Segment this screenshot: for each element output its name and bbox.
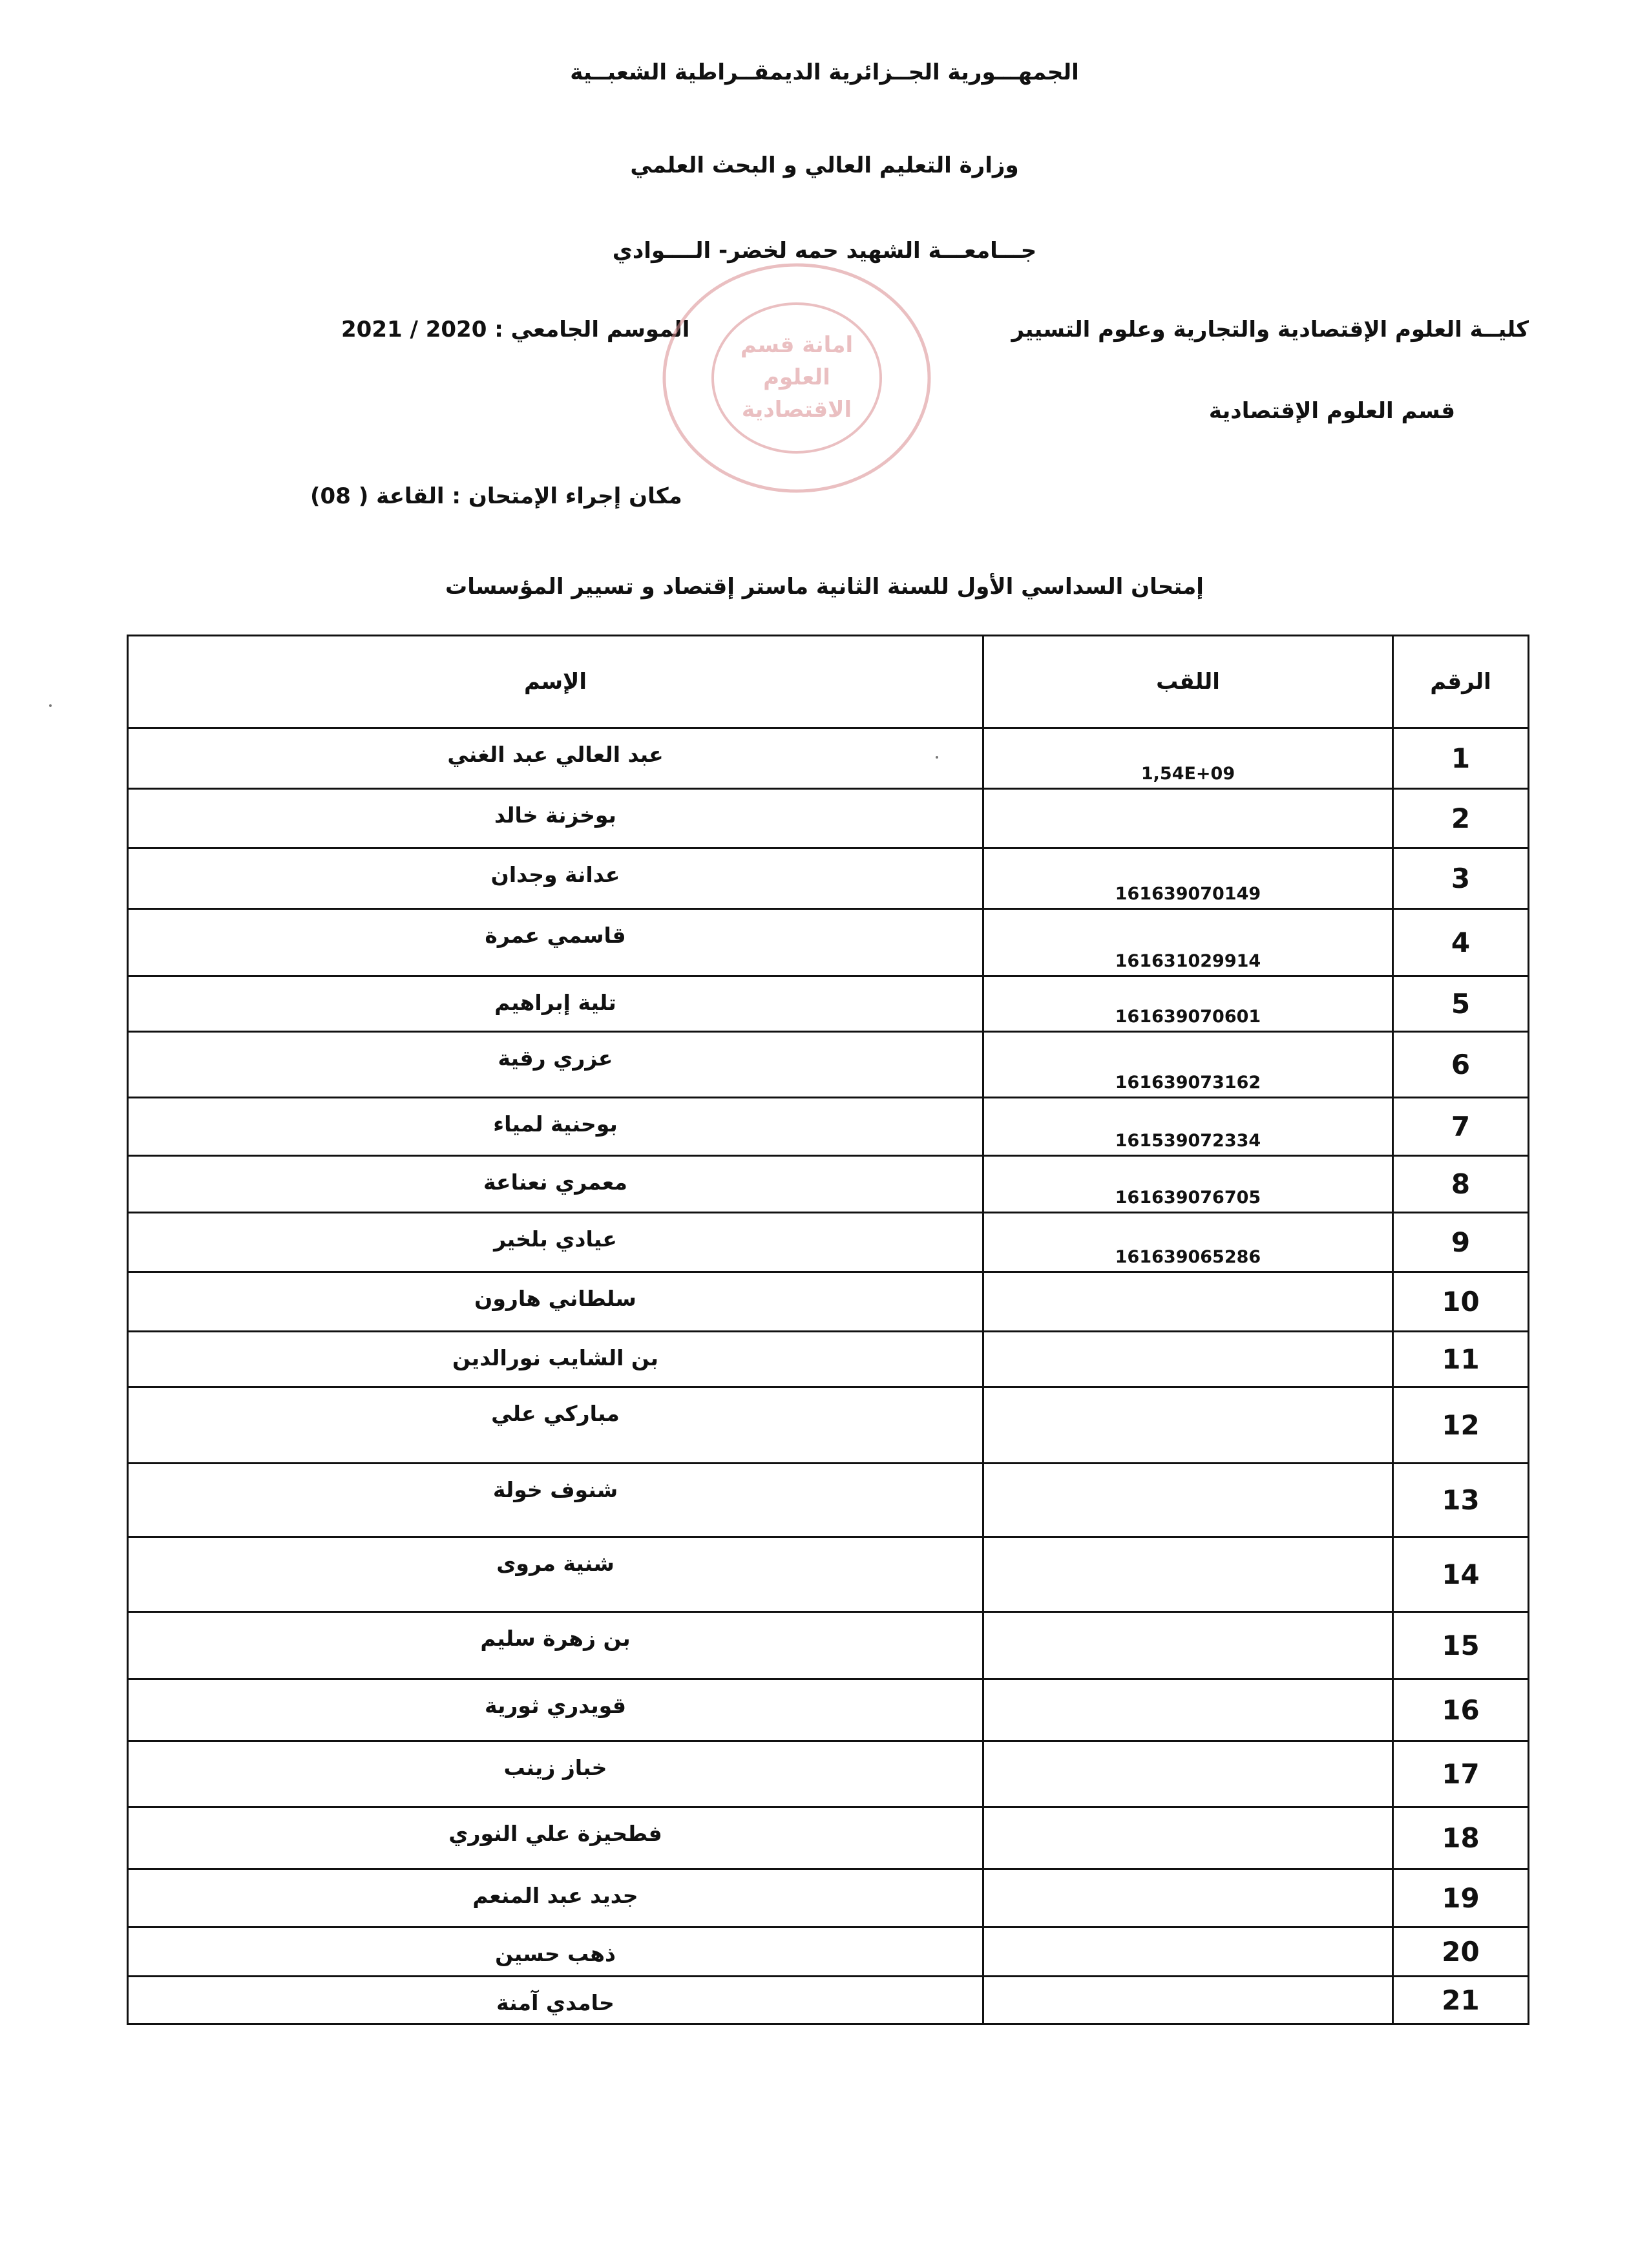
row-number: 8 [1393, 1156, 1529, 1213]
exam-location: مكان إجراء الإمتحان : القاعة ( 08) [310, 483, 682, 509]
row-name: بوحنية لمياء [128, 1098, 983, 1156]
row-code [983, 1869, 1393, 1927]
ministry-heading: وزارة التعليم العالي و البحث العلمي [630, 152, 1019, 178]
scan-speck [49, 704, 52, 707]
table-row [128, 1272, 1529, 1332]
row-number: 11 [1393, 1332, 1529, 1387]
table-row [128, 1869, 1529, 1927]
stamp-line-2: العلوم [763, 364, 830, 390]
row-code: 161631029914 [983, 909, 1393, 976]
row-code [983, 1464, 1393, 1537]
table-row [128, 1156, 1529, 1213]
stamp-line-3: الاقتصادية [741, 397, 852, 423]
row-code [983, 1612, 1393, 1679]
table-row [128, 728, 1529, 789]
row-name: حامدي آمنة [128, 1977, 983, 2024]
table-row [128, 1977, 1529, 2024]
row-code: 161539072334 [983, 1098, 1393, 1156]
row-number: 17 [1393, 1741, 1529, 1807]
row-number: 10 [1393, 1272, 1529, 1332]
table-row [128, 1032, 1529, 1098]
scan-speck [936, 756, 938, 759]
row-name: بن الشايب نورالدين [128, 1332, 983, 1387]
exam-title: إمتحان السداسي الأول للسنة الثانية ماستر إقتصاد و تسيير المؤسسات [445, 574, 1204, 600]
row-number: 3 [1393, 848, 1529, 909]
row-code [983, 1927, 1393, 1977]
col-header-number: الرقم [1393, 636, 1529, 728]
table-row [128, 1741, 1529, 1807]
row-number: 20 [1393, 1927, 1529, 1977]
row-number: 16 [1393, 1679, 1529, 1741]
table-row [128, 1927, 1529, 1977]
row-code: 161639076705 [983, 1156, 1393, 1213]
row-code [983, 1332, 1393, 1387]
table-row [128, 976, 1529, 1032]
faculty-heading: كليــة العلوم الإقتصادية والتجارية وعلوم التسيير [1011, 317, 1529, 342]
row-number: 6 [1393, 1032, 1529, 1098]
row-name: قويدري ثورية [128, 1679, 983, 1741]
row-name: خباز زينب [128, 1741, 983, 1807]
row-name: بن زهرة سليم [128, 1612, 983, 1679]
table-row [128, 909, 1529, 976]
row-name: معمري نعناعة [128, 1156, 983, 1213]
row-code [983, 1387, 1393, 1464]
row-number: 12 [1393, 1387, 1529, 1464]
row-name: ذهب حسين [128, 1927, 983, 1977]
row-number: 7 [1393, 1098, 1529, 1156]
row-code [983, 1272, 1393, 1332]
row-code [983, 1741, 1393, 1807]
row-name: جديد عبد المنعم [128, 1869, 983, 1927]
table-row [128, 1098, 1529, 1156]
row-number: 18 [1393, 1807, 1529, 1869]
row-number: 4 [1393, 909, 1529, 976]
table-row [128, 1464, 1529, 1537]
row-number: 1 [1393, 728, 1529, 789]
table-row [128, 789, 1529, 848]
table-row [128, 1679, 1529, 1741]
table-header-row [128, 636, 1529, 728]
row-code: 161639073162 [983, 1032, 1393, 1098]
row-number: 14 [1393, 1537, 1529, 1612]
table-row [128, 1537, 1529, 1612]
row-code [983, 1977, 1393, 2024]
table-body [128, 728, 1529, 2024]
row-name: تلية إبراهيم [128, 976, 983, 1032]
row-name: شنوف خولة [128, 1464, 983, 1537]
row-name: قاسمي عمرة [128, 909, 983, 976]
row-name: عدانة وجدان [128, 848, 983, 909]
row-number: 15 [1393, 1612, 1529, 1679]
row-code [983, 1537, 1393, 1612]
row-number: 19 [1393, 1869, 1529, 1927]
department-stamp [658, 258, 936, 498]
row-code [983, 789, 1393, 848]
row-code: 1,54E+09 [983, 728, 1393, 789]
table-row [128, 1213, 1529, 1272]
table-row [128, 848, 1529, 909]
row-number: 13 [1393, 1464, 1529, 1537]
table-row [128, 1807, 1529, 1869]
academic-season: الموسم الجامعي : 2020 / 2021 [341, 317, 690, 342]
row-number: 5 [1393, 976, 1529, 1032]
row-name: مباركي علي [128, 1387, 983, 1464]
table-row [128, 1332, 1529, 1387]
department-heading: قسم العلوم الإقتصادية [1208, 398, 1455, 424]
row-name: بوخزنة خالد [128, 789, 983, 848]
university-heading: جـــامعـــة الشهيد حمه لخضر- الــــوادي [612, 238, 1037, 264]
row-name: عبد العالي عبد الغني [128, 728, 983, 789]
row-code [983, 1679, 1393, 1741]
row-code: 161639070601 [983, 976, 1393, 1032]
col-header-code: اللقب [983, 636, 1393, 728]
col-header-name: الإسم [128, 636, 983, 728]
row-name: عيادي بلخير [128, 1213, 983, 1272]
row-code: 161639065286 [983, 1213, 1393, 1272]
row-name: شنية مروى [128, 1537, 983, 1612]
stamp-line-1: امانة قسم [740, 332, 854, 358]
table-row [128, 1387, 1529, 1464]
row-name: عزري رقية [128, 1032, 983, 1098]
table-row [128, 1612, 1529, 1679]
row-number: 9 [1393, 1213, 1529, 1272]
row-number: 2 [1393, 789, 1529, 848]
row-number: 21 [1393, 1977, 1529, 2024]
row-code [983, 1807, 1393, 1869]
republic-heading: الجمهـــورية الجــزائرية الديمقــراطية الشعبــية [570, 59, 1079, 85]
row-name: سلطاني هارون [128, 1272, 983, 1332]
exam-table [127, 635, 1529, 2025]
row-name: فطحيزة علي النوري [128, 1807, 983, 1869]
row-code: 161639070149 [983, 848, 1393, 909]
